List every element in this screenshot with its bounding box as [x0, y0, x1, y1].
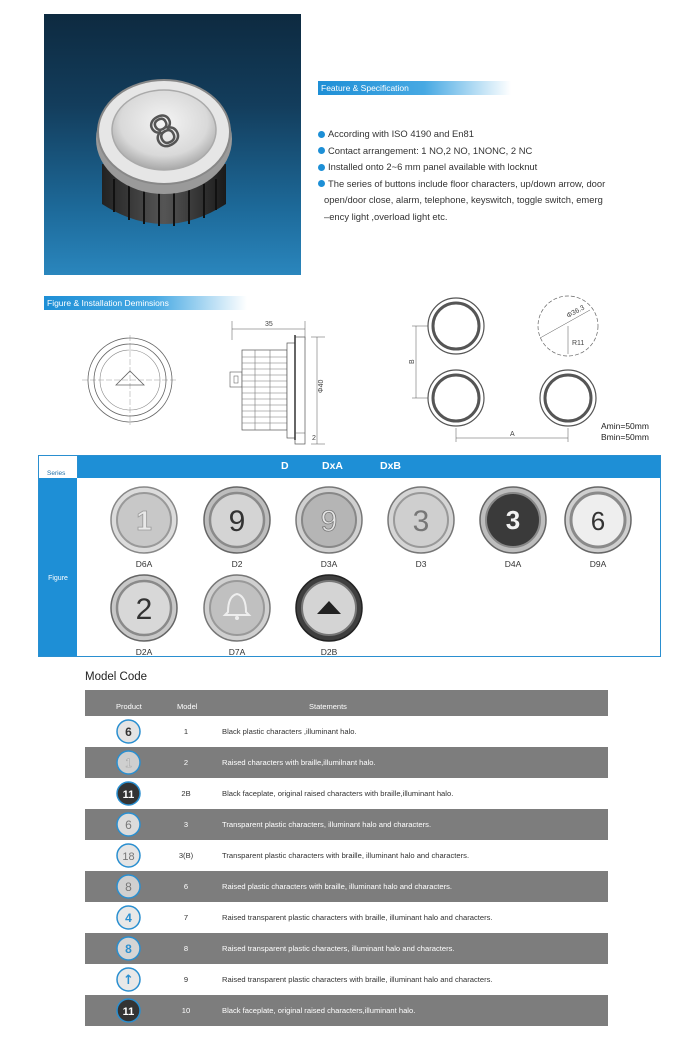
product-icon — [116, 843, 141, 868]
button-caption: D3 — [415, 559, 427, 569]
bmin-text: Bmin=50mm — [601, 432, 649, 442]
model-code-header — [85, 690, 608, 716]
amin-text: Amin=50mm — [601, 421, 649, 431]
table-row — [85, 933, 608, 964]
table-row — [85, 964, 608, 995]
row-model: 3(B) — [178, 851, 194, 860]
side-view-drawing — [215, 315, 335, 445]
button-glyph: 9 — [228, 505, 246, 538]
row-model: 10 — [181, 1006, 191, 1015]
dim-b-label: B — [409, 359, 416, 364]
dim-phi-label: Φ36.3 — [565, 304, 586, 320]
feature-list — [318, 126, 663, 226]
type-dxb: DxB — [380, 460, 402, 472]
product-icon — [116, 750, 141, 775]
button-caption: D9A — [589, 559, 607, 569]
product-photo — [44, 14, 301, 275]
bullet-icon — [318, 180, 325, 187]
elevator-button-illustration — [44, 14, 301, 275]
product-icon — [116, 812, 141, 837]
table-row — [85, 995, 608, 1026]
button-image-d4a — [479, 486, 547, 554]
product-icon — [116, 998, 141, 1023]
feature-item — [318, 176, 663, 193]
row-model: 1 — [183, 727, 189, 736]
svg-text:8: 8 — [125, 942, 132, 956]
bullet-icon — [318, 131, 325, 138]
button-glyph: 9 — [320, 505, 338, 538]
button-sample — [295, 486, 363, 569]
row-statement: Raised transparent plastic characters with braille, illuminant halo and characters. — [222, 913, 493, 922]
dim-r-label: R11 — [572, 340, 585, 347]
dim-2-label: 2 — [312, 435, 316, 442]
button-image-d9a — [564, 486, 632, 554]
table-row — [85, 809, 608, 840]
button-image-d6a — [110, 486, 178, 554]
button-caption: D2B — [320, 647, 338, 657]
button-glyph: 2 — [135, 593, 153, 626]
figure-label: Figure — [48, 575, 68, 582]
bullet-icon — [318, 147, 325, 154]
table-row — [85, 778, 608, 809]
button-caption: D2A — [135, 647, 153, 657]
button-sample — [387, 486, 455, 569]
button-sample — [295, 574, 363, 657]
type-d: D — [281, 460, 289, 472]
button-image-d2 — [203, 486, 271, 554]
button-caption: D4A — [504, 559, 522, 569]
button-sample — [203, 574, 271, 657]
product-icon — [116, 967, 141, 992]
bullet-icon — [318, 164, 325, 171]
series-label: Series — [47, 470, 66, 477]
row-model: 8 — [183, 944, 189, 953]
svg-text:4: 4 — [125, 911, 132, 925]
feature-text: Contact arrangement: 1 NO,2 NO, 1NONC, 2 NC — [328, 144, 533, 156]
feature-continuation: –ency light ,overload light etc. — [324, 210, 448, 222]
table-row — [85, 840, 608, 871]
button-caption: D6A — [135, 559, 153, 569]
button-image-d3 — [387, 486, 455, 554]
feature-item — [318, 159, 663, 176]
product-icon — [116, 874, 141, 899]
row-model: 2B — [181, 789, 191, 798]
button-glyph: 1 — [136, 505, 152, 536]
button-sample — [110, 486, 178, 569]
button-sample — [479, 486, 547, 569]
type-dxa: DxA — [322, 460, 344, 472]
table-row — [85, 902, 608, 933]
feature-continuation: open/door close, alarm, telephone, keyswitch, toggle switch, emerg — [324, 194, 603, 206]
row-model: 3 — [183, 820, 189, 829]
feature-spec-band — [318, 81, 511, 95]
model-label: Model — [48, 689, 68, 696]
feature-text: Installed onto 2~6 mm panel available with locknut — [328, 161, 538, 173]
dim-40-label: Φ40 — [318, 379, 325, 393]
front-view-drawing — [80, 335, 180, 425]
feature-spec-title: Feature & Specification — [321, 83, 409, 93]
row-statement: Transparent plastic characters with braille, illuminant halo and characters. — [222, 851, 470, 860]
model-code-title: Model Code — [85, 671, 148, 683]
button-image-d2b — [295, 574, 363, 642]
svg-text:8: 8 — [125, 880, 132, 894]
svg-text:1: 1 — [125, 756, 132, 770]
product-icon — [116, 936, 141, 961]
button-caption: D7A — [228, 647, 246, 657]
svg-text:6: 6 — [125, 818, 132, 832]
row-statement: Black plastic characters ,illuminant halo. — [222, 727, 357, 736]
svg-text:18: 18 — [122, 851, 135, 863]
series-header — [39, 456, 660, 478]
button-sample — [203, 486, 271, 569]
panel-layout-drawing — [400, 290, 600, 450]
button-image-d7a — [203, 574, 271, 642]
row-statement: Raised transparent plastic characters, illuminant halo and characters. — [222, 944, 455, 953]
row-statement: Raised plastic characters with braille, illuminant halo and characters. — [222, 882, 453, 891]
row-statement: Transparent plastic characters, illuminant halo and characters. — [222, 820, 432, 829]
figure-model-label — [39, 574, 77, 697]
svg-text:11: 11 — [122, 789, 135, 801]
row-model: 2 — [183, 758, 189, 767]
product-icon — [116, 905, 141, 930]
row-statement: Raised transparent plastic characters with braille, illuminant halo and characters. — [222, 975, 493, 984]
header-product: Product — [116, 702, 142, 711]
row-statement: Raised characters with braille,illumilnant halo. — [222, 758, 376, 767]
figure-model-label-cell — [39, 478, 77, 696]
hero-button-char: 8 — [141, 103, 188, 159]
table-row — [85, 871, 608, 902]
dim-35-label: 35 — [265, 321, 273, 328]
svg-text:↑: ↑ — [123, 973, 134, 988]
button-glyph: 3 — [505, 505, 521, 535]
product-icon — [116, 719, 141, 744]
feature-item — [318, 143, 663, 160]
figure-title: Figure & Installation Deminsions — [47, 298, 169, 308]
svg-text:6: 6 — [125, 725, 132, 739]
feature-item — [318, 126, 663, 143]
button-caption: D2 — [231, 559, 243, 569]
dim-a-label: A — [510, 431, 515, 438]
table-row — [85, 716, 608, 747]
button-glyph: 3 — [412, 505, 430, 538]
button-glyph: 6 — [590, 506, 606, 536]
header-model: Model — [177, 702, 198, 711]
product-icon — [116, 781, 141, 806]
svg-text:11: 11 — [122, 1006, 135, 1018]
row-model: 6 — [183, 882, 189, 891]
row-model: 7 — [183, 913, 189, 922]
row-statement: Black faceplate, original raised characters,illuminant halo. — [222, 1006, 416, 1015]
header-statements: Statements — [309, 702, 347, 711]
series-label-cell — [39, 456, 78, 478]
row-statement: Black faceplate, original raised characters with braille,illuminant halo. — [222, 789, 454, 798]
button-sample — [564, 486, 632, 569]
row-model: 9 — [183, 975, 189, 984]
button-caption: D3A — [320, 559, 338, 569]
table-row — [85, 747, 608, 778]
button-sample — [110, 574, 178, 657]
figure-band — [44, 296, 247, 310]
button-image-d3a — [295, 486, 363, 554]
feature-text: According with ISO 4190 and En81 — [328, 128, 474, 139]
button-image-d2a — [110, 574, 178, 642]
feature-text: The series of buttons include floor characters, up/down arrow, door — [328, 177, 606, 189]
